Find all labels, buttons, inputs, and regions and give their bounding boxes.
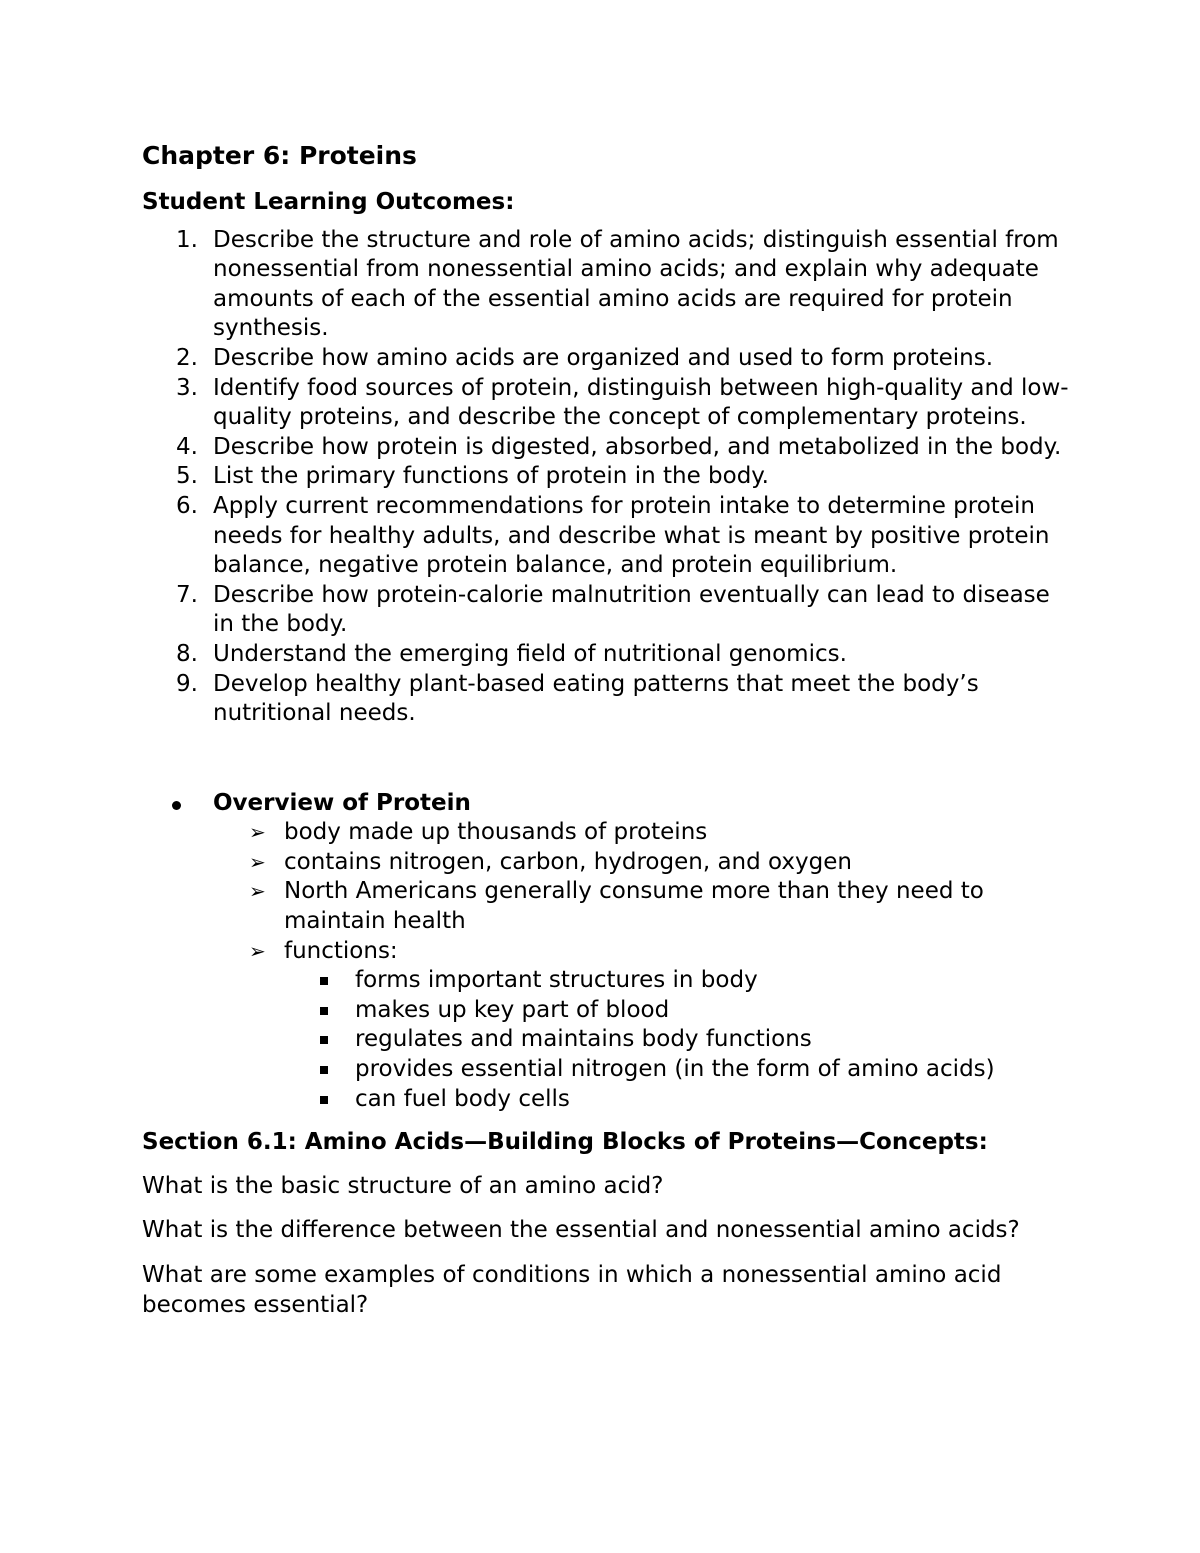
concept-question: What is the basic structure of an amino acid? [142, 1172, 664, 1199]
concept-question: What are some examples of conditions in which a nonessential amino acid becomes essential? [142, 1262, 1002, 1318]
overview-section [142, 789, 1072, 1115]
arrow-bullet-icon: ➢ [249, 820, 266, 845]
outcome-number: 3. [176, 374, 198, 401]
document-page [142, 138, 1072, 1335]
outcome-item [142, 226, 1072, 344]
overview-title: Overview of Protein [213, 789, 471, 816]
arrow-bullet-icon: ➢ [249, 938, 266, 963]
outcome-text: Apply current recommendations for protein intake to determine protein needs for healthy adults, and describe what is meant by positive protein balance, negative protein balance, and protein equilibrium. [213, 492, 1050, 579]
outcome-number: 4. [176, 433, 198, 460]
overview-point [213, 877, 1072, 936]
outcome-number: 8. [176, 640, 198, 667]
overview-point [213, 937, 1072, 1115]
outcomes-list [142, 226, 1072, 729]
outcome-text: Develop healthy plant-based eating patterns that meet the body’s nutritional needs. [213, 670, 979, 727]
function-text: makes up key part of blood [355, 996, 670, 1023]
outcome-number: 1. [176, 226, 198, 253]
overview-point [213, 818, 1072, 848]
function-text: provides essential nitrogen (in the form of amino acids) [355, 1056, 995, 1083]
outcome-text: Describe how amino acids are organized and used to form proteins. [213, 344, 994, 371]
square-bullet-icon [320, 1007, 328, 1015]
square-bullet-icon [320, 1066, 328, 1074]
overview-point [213, 848, 1072, 878]
overview-point-text: body made up thousands of proteins [284, 819, 708, 846]
outcome-text: Understand the emerging field of nutritional genomics. [213, 640, 847, 667]
outcome-item [142, 640, 1072, 670]
function-text: forms important structures in body [355, 967, 758, 994]
function-item [284, 966, 1072, 996]
chapter-title: Chapter 6: Proteins [142, 141, 417, 170]
outcome-number: 7. [176, 581, 198, 608]
blank-space [142, 729, 1072, 789]
outcome-item [142, 374, 1072, 433]
outcome-item [142, 433, 1072, 463]
function-item [284, 996, 1072, 1026]
square-bullet-icon [320, 1096, 328, 1104]
square-bullet-icon [320, 1036, 328, 1044]
overview-point-text: North Americans generally consume more than they need to maintain health [284, 878, 984, 935]
outcome-item [142, 462, 1072, 492]
concept-question: What is the difference between the essential and nonessential amino acids? [142, 1217, 1020, 1244]
bullet-dot-icon [172, 801, 181, 810]
arrow-bullet-icon: ➢ [249, 879, 266, 904]
arrow-bullet-icon: ➢ [249, 849, 266, 874]
outcome-number: 9. [176, 670, 198, 697]
outcome-item [142, 492, 1072, 581]
outcome-number: 5. [176, 463, 198, 490]
outcome-item [142, 581, 1072, 640]
outcome-text: Identify food sources of protein, distinguish between high-quality and low-quality proteins, and describe the concept of complementary proteins. [213, 374, 1069, 431]
function-text: can fuel body cells [355, 1085, 570, 1112]
outcome-text: Describe the structure and role of amino acids; distinguish essential from nonessential from nonessential amino acids; and explain why adequate amounts of each of the essential amino acids are required for protein synthesis. [213, 226, 1059, 342]
function-text: regulates and maintains body functions [355, 1026, 812, 1053]
outcomes-heading: Student Learning Outcomes: [142, 189, 515, 215]
functions-list [284, 966, 1072, 1114]
outcome-item [142, 670, 1072, 729]
function-item [284, 1055, 1072, 1085]
outcome-text: List the primary functions of protein in the body. [213, 463, 769, 490]
outcome-number: 2. [176, 344, 198, 371]
overview-point-text: functions: [284, 937, 398, 964]
overview-point-text: contains nitrogen, carbon, hydrogen, and oxygen [284, 848, 852, 875]
function-item [284, 1025, 1072, 1055]
function-item [284, 1085, 1072, 1115]
outcome-item [142, 344, 1072, 374]
section-heading: Section 6.1: Amino Acids—Building Blocks of Proteins—Concepts: [142, 1129, 988, 1156]
outcome-number: 6. [176, 492, 198, 519]
square-bullet-icon [320, 977, 328, 985]
overview-points [213, 818, 1072, 1114]
outcome-text: Describe how protein is digested, absorbed, and metabolized in the body. [213, 433, 1062, 460]
outcome-text: Describe how protein-calorie malnutrition eventually can lead to disease in the body. [213, 581, 1050, 638]
